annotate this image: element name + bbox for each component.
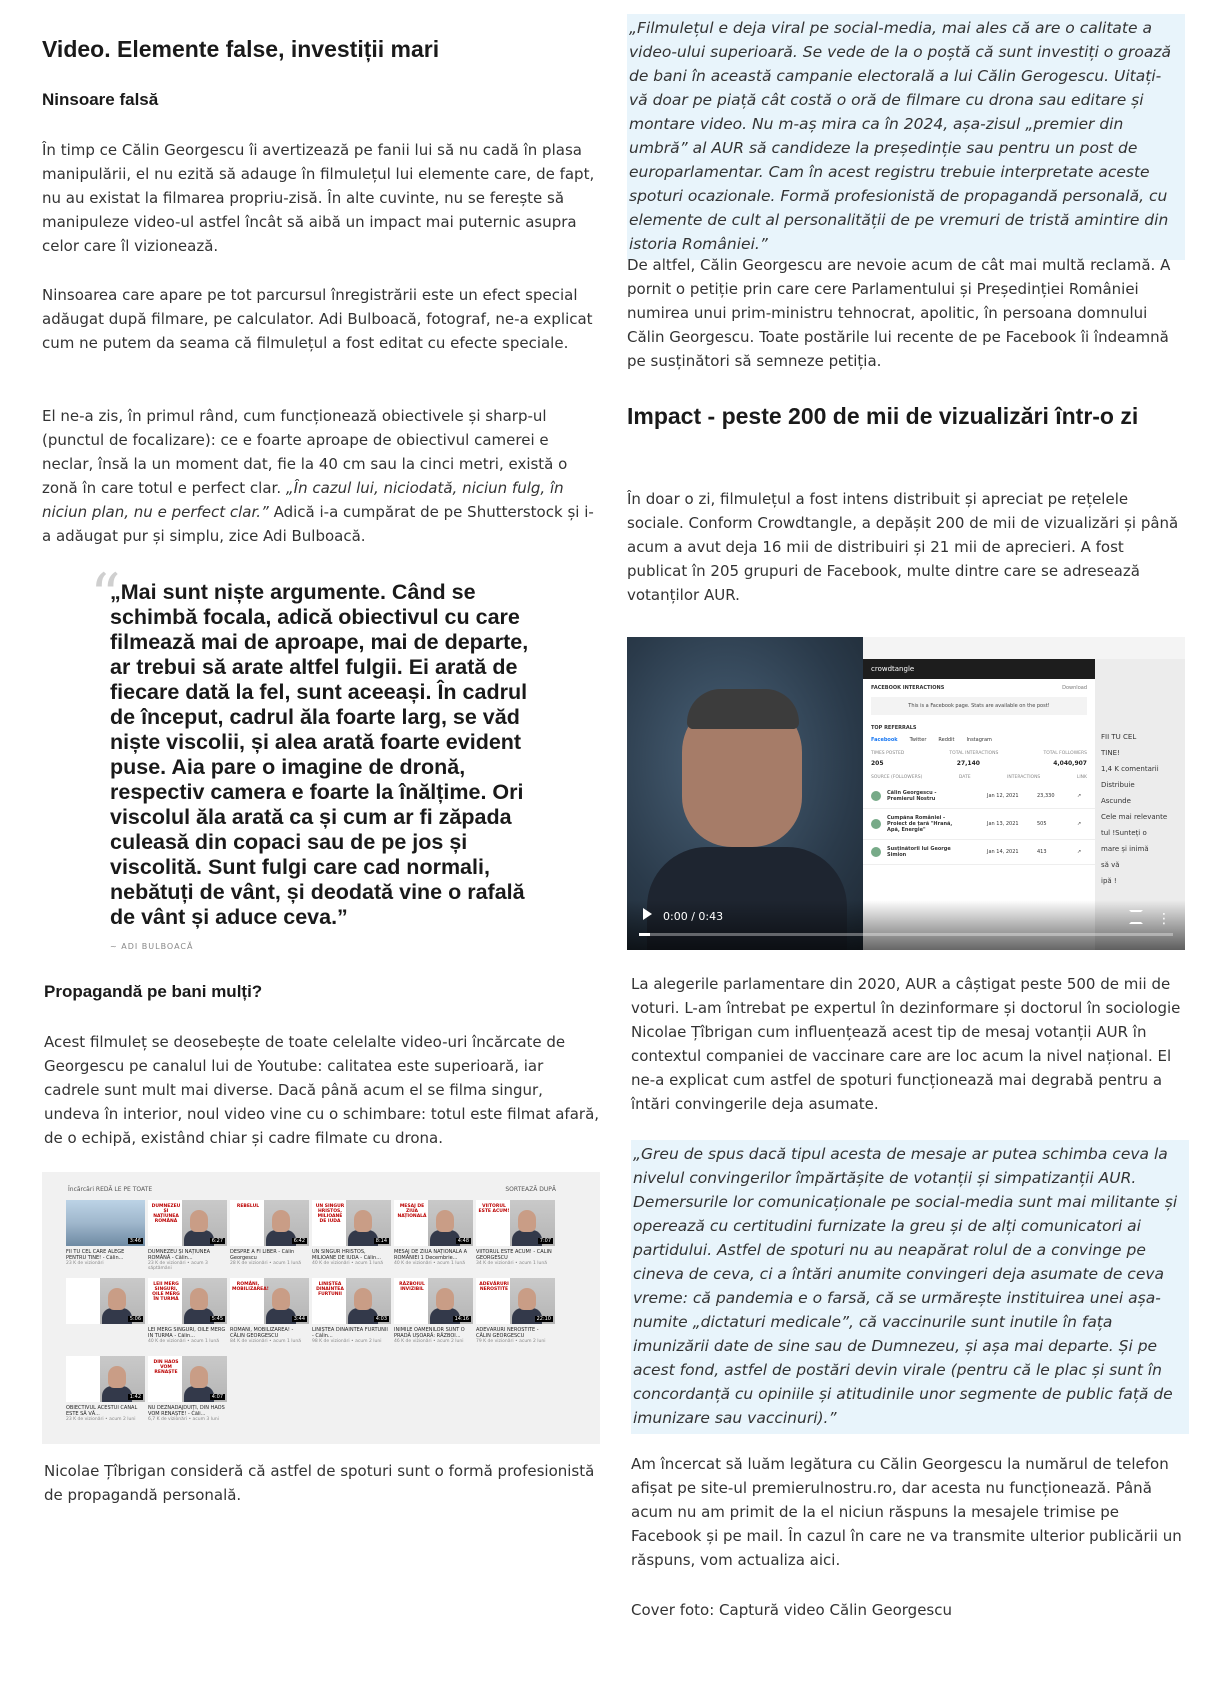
person-face — [354, 1288, 372, 1310]
thumbnail-title: DUMNEZEU ȘI NAȚIUNEA ROMÂNĂ — [151, 1204, 181, 1224]
video-controls — [627, 900, 1185, 950]
video-progress-bar[interactable] — [639, 933, 1173, 936]
inline-quote: „În cazul lui, niciodată, niciun fulg, în niciun plan, nu e perfect clar.” — [42, 479, 564, 521]
thumbnail-title: VIITORUL ESTE ACUM! — [478, 1204, 510, 1214]
page-name: Susținătorii lui George Simion — [887, 846, 951, 858]
person-face — [518, 1288, 536, 1310]
video-tile[interactable] — [394, 1200, 473, 1266]
facebook-side-text — [1095, 659, 1185, 889]
ct-note: This is a Facebook page. Stats are available on the post! — [871, 697, 1087, 715]
video-meta: 40 K de vizionări • acum 1 lună — [148, 1339, 220, 1344]
person-face — [190, 1210, 208, 1232]
ct-tab-twitter: Twitter — [909, 737, 927, 743]
video-meta: 40 K de vizionări • acum 1 lună — [394, 1261, 466, 1266]
browser-toolbar — [863, 637, 1185, 659]
video-time: 0:00 / 0:43 — [663, 910, 724, 923]
paragraph-text: Adică i-a cumpărat de pe Shutterstock și i-a adăugat pur și simplu, zice Adi Bulboacă. — [42, 503, 594, 545]
page-avatar — [871, 791, 881, 801]
video-duration: 14:16 — [454, 1316, 469, 1322]
facebook-side-line: mare și inimă — [1101, 845, 1149, 853]
page-name: Călin Georgescu - Premierul Nostru — [887, 790, 937, 802]
photo-credit: Cover foto: Captură video Călin Georgescu — [631, 1601, 952, 1619]
video-thumbnail[interactable] — [148, 1356, 227, 1402]
facebook-side-line: ipă ! — [1101, 877, 1117, 885]
video-title[interactable]: INIMILE OAMENILOR SUNT O PRADĂ UȘOARĂ: RĂZBOI... — [394, 1327, 465, 1339]
ct-tab-instagram: Instagram — [966, 737, 992, 743]
video-meta: 28 K de vizionări • acum 1 lună — [230, 1261, 302, 1266]
uploads-header — [68, 1186, 556, 1193]
video-title[interactable]: DUMNEZEU ȘI NAȚIUNEA ROMÂNĂ - Călin... — [148, 1249, 211, 1261]
person-face — [190, 1288, 208, 1310]
ct-referral-row — [863, 809, 1095, 840]
thumbnail-title-panel — [230, 1278, 269, 1324]
facebook-side-line: Cele mai relevante — [1101, 813, 1168, 821]
ct-section-label: FACEBOOK INTERACTIONS — [871, 685, 945, 691]
video-thumbnail[interactable] — [394, 1200, 473, 1246]
thumbnail-title-panel — [66, 1356, 100, 1402]
thumbnail-title-panel — [312, 1200, 346, 1246]
video-duration: 1:42 — [129, 1394, 141, 1400]
video-title[interactable]: NU DEZNĂDĂJDUIȚI, DIN HAOS VOM RENAȘTE! - Căli... — [148, 1405, 225, 1417]
video-duration: 4:07 — [211, 1394, 223, 1400]
video-title[interactable]: MESAJ DE ZIUA NAȚIONALĂ A ROMÂNIEI 1 Decembrie... — [394, 1249, 468, 1261]
play-icon[interactable] — [643, 908, 652, 920]
video-meta: 98 K de vizionări • acum 2 luni — [312, 1339, 382, 1344]
video-meta: 23 K de vizionări • acum 3 săptămâni — [148, 1261, 208, 1271]
ct-col-label: SOURCE (FOLLOWERS) — [871, 775, 923, 780]
facebook-side-line: TINE! — [1101, 749, 1120, 757]
blockquote-tibrigan: „Greu de spus dacă tipul acesta de mesaje ar putea schimba ceva la nivelul convingerilor împărtășite de votanții și simpatizanții AUR. Demersurile lor comunicaționale pe social-media sunt mai militante și operează cu certitudini furnizate la greu și de alți comunicatori ai partidului. Astfel de spoturi nu au neapărat rolul de a convinge pe cineva de ceva, ci a întări anumite convingeri deja asumate de ceva vreme: că pandemia e o farsă, că se urmărește instituirea unei așa-numite „dictaturi medicale”, că vaccinurile sunt inutile în fața imunizării date de sine sau de Dumnezeu, și așa mai departe. Și pe acest fond, astfel de postări devin virale (pentru că le plac și sunt în concordanță cu opiniile și atitudinile unor segmente de public față de imunizare sau vaccinuri).” — [631, 1140, 1189, 1434]
facebook-side-line: Distribuie — [1101, 781, 1135, 789]
person-face — [518, 1210, 536, 1232]
interaction-count: 505 — [1037, 821, 1047, 827]
ct-section-title — [863, 679, 1095, 693]
ct-total-interactions: 27,140 — [956, 760, 980, 767]
video-progress-fill — [639, 933, 650, 936]
thumbnail-title-panel — [312, 1278, 346, 1324]
paragraph: Am încercat să luăm legătura cu Călin Georgescu la numărul de telefon afișat pe site-ul premierulnostru.ro, dar acesta nu funcționează. Până acum nu am primit de la el niciun răspuns la mesajele trimise pe Facebook și pe mail. În cazul în care ne va transmite ulterior publicării un răspuns, vom actualiza aici. — [631, 1455, 1182, 1569]
person-face — [108, 1366, 126, 1388]
ct-total-followers: 4,040,907 — [1053, 760, 1087, 767]
thumbnail-title: LINIȘTEA DINAINTEA FURTUNII — [316, 1282, 344, 1297]
person-face — [436, 1210, 454, 1232]
video-tile[interactable] — [230, 1278, 309, 1344]
thumbnail-title-panel — [148, 1278, 182, 1324]
video-duration: 5:45 — [211, 1316, 223, 1322]
section-heading-video: Video. Elemente false, investiții mari — [42, 36, 440, 62]
facebook-side-line: tul !Sunteți o — [1101, 829, 1147, 837]
thumbnail-title-panel — [230, 1200, 264, 1246]
page-avatar — [871, 847, 881, 857]
ct-referral-row — [863, 784, 1095, 809]
thumbnail-title: LEII MERG SINGURI, OILE MERG ÎN TURMĂ — [152, 1282, 180, 1302]
video-duration: 4:48 — [457, 1238, 469, 1244]
video-tile[interactable] — [148, 1356, 227, 1422]
video-tile[interactable] — [66, 1278, 145, 1339]
thumbnail-title-panel — [476, 1200, 510, 1246]
post-date: Jan 13, 2021 — [987, 821, 1019, 827]
video-meta: 40 K de vizionări • acum 1 lună — [312, 1261, 384, 1266]
video-title[interactable] — [66, 1327, 145, 1339]
video-tile[interactable] — [312, 1278, 391, 1344]
paragraph — [42, 404, 598, 548]
video-meta: 34 K de vizionări • acum 1 lună — [476, 1261, 548, 1266]
ct-times-posted: 205 — [871, 760, 884, 767]
video-duration: 6:42 — [293, 1238, 305, 1244]
person-face — [272, 1288, 290, 1310]
sort-label: SORTEAZĂ DUPĂ — [505, 1186, 556, 1193]
ct-referral-row — [863, 840, 1095, 865]
person-face — [108, 1288, 126, 1310]
ct-stat-label: TOTAL INTERACTIONS — [949, 751, 999, 756]
section-heading-impact: Impact - peste 200 de mii de vizualizări într-o zi — [627, 403, 1139, 429]
post-date: Jan 12, 2021 — [987, 793, 1019, 799]
video-title[interactable]: FII TU CEL CARE ALEGE PENTRU TINE! - Călin... — [66, 1249, 125, 1261]
thumbnail-title-panel — [66, 1278, 100, 1324]
ct-stats — [863, 756, 1095, 771]
video-thumbnail[interactable] — [66, 1200, 145, 1246]
thumbnail-title-panel — [148, 1356, 182, 1402]
uploads-label: Încărcări REDĂ LE PE TOATE — [68, 1186, 153, 1193]
pull-quote-text: „Mai sunt niște argumente. Când se schimbă focala, adică obiectivul cu care filmează mai de aproape, mai de departe, ar trebui să arate altfel fulgii. Ei arată de fiecare dată la fel, sunt aceeași. În cadrul de început, cadrul ăla foarte larg, se văd niște viscolii, și alea arată foarte evident puse. Aia pare o imagine de dronă, respectiv camera e foarte la înălțime. Ori viscolul ăla arată ca și cum ar fi zăpada culeasă din copaci sau de pe jos și viscolită. Sunt fulgi care cad normali, nebătuți de vânt, și deodată vine o rafală de vânt și aduce ceva.” — [110, 580, 529, 929]
video-thumbnail[interactable] — [230, 1278, 309, 1324]
blockquote-expert: „Filmulețul e deja viral pe social-media, mai ales că are o calitate a video-ului superioară. Se vede de la o poștă că sunt investiți o groază de bani în această campanie electorală a lui Călin Gerogescu. Uitați-vă doar pe piață cât costă o oră de filmare cu drona sau editare și montare video. Nu m-aș mira ca în 2024, așa-zisul „premier din umbră” al AUR să candideze la președinție sau pentru un post de europarlamentar. Cam în acest registru trebuie interpretate aceste spoturi ocazionale. Formă profesionistă de propagandă personală, cu elemente de cult al personalității de pe vremuri de tristă amintire din istoria României.” — [627, 14, 1185, 260]
thumbnail-title: RĂZBOIUL INVIZIBIL — [399, 1282, 425, 1292]
thumbnail-title: DIN HAOS VOM RENAȘTE — [153, 1360, 179, 1375]
ct-col-label: LINK — [1076, 775, 1087, 780]
pull-quote-citation: ~ ADI BULBOACĂ — [110, 942, 194, 951]
video-meta: 79 K de vizionări • acum 2 luni — [476, 1339, 546, 1344]
person-face — [272, 1210, 290, 1232]
video-title[interactable]: DESPRE A FI LIBER - Călin Georgescu — [230, 1249, 295, 1261]
video-duration: 8:14 — [375, 1238, 387, 1244]
ct-stat-label: TOTAL FOLLOWERS — [1043, 751, 1087, 756]
video-meta: 23 K de vizionări — [66, 1261, 104, 1266]
page-name: Cumpăna României - Proiect de țară "Hrană, Apă, Energie" — [887, 815, 953, 833]
video-thumbnail[interactable] — [66, 1356, 145, 1402]
facebook-side-line: FII TU CEL — [1101, 733, 1137, 741]
paragraph: În doar o zi, filmulețul a fost intens distribuit și apreciat pe rețelele sociale. Conform Crowdtangle, a depășit 200 de mii de vizualizări și până acum a avut deja 16 mii de distribuiri și 21 mii de aprecieri. A fost publicat în 205 grupuri de Facebook, multe dintre care se adresează votanților AUR. — [627, 490, 1179, 604]
thumbnail-title: UN SINGUR HRISTOS, MILIOANE DE IUDA — [315, 1204, 345, 1224]
external-link-icon[interactable]: ↗ — [1077, 849, 1082, 855]
external-link-icon[interactable]: ↗ — [1077, 821, 1082, 827]
video-title[interactable]: LINIȘTEA DINAINTEA FURTUNII - Călin... — [312, 1327, 388, 1339]
fullscreen-icon[interactable] — [1129, 910, 1143, 924]
person-face — [190, 1366, 208, 1388]
ct-tabs — [863, 733, 1095, 747]
thumbnail-title-panel — [148, 1200, 182, 1246]
youtube-uploads-screenshot — [42, 1172, 600, 1444]
video-duration: 6:27 — [211, 1238, 223, 1244]
video-title[interactable]: ADEVĂRURI NEROSTITE - CĂLIN GEORGESCU — [476, 1327, 539, 1339]
video-thumbnail[interactable] — [394, 1278, 473, 1324]
facebook-side-line: să vă — [1101, 861, 1120, 869]
ct-stat-label: TIMES POSTED — [871, 751, 905, 756]
video-thumbnail[interactable] — [312, 1200, 391, 1246]
video-duration: 3:44 — [293, 1316, 305, 1322]
video-duration: 22:10 — [536, 1316, 551, 1322]
ct-stat-labels — [863, 747, 1095, 756]
video-thumbnail[interactable] — [148, 1278, 227, 1324]
external-link-icon[interactable]: ↗ — [1077, 793, 1082, 799]
crowdtangle-logo: crowdtangle — [863, 659, 1095, 679]
ct-rows — [863, 784, 1095, 865]
video-person-hair — [687, 689, 799, 729]
video-player[interactable] — [627, 637, 1185, 950]
video-meta: 23 K de vizionări • acum 2 luni — [66, 1417, 136, 1422]
video-title[interactable]: LEI MERG SINGURI, OILE MERG IN TURMA - Călin... — [148, 1327, 226, 1339]
ct-table-header — [863, 771, 1095, 784]
paragraph: De altfel, Călin Georgescu are nevoie acum de cât mai multă reclamă. A pornit o petiție prin care cere Parlamentului și Președinției României numirea unui prim-ministru tehnocrat, apolitic, în persoana domnului Călin Georgescu. Toate postările lui recente de pe Facebook îi îndeamnă pe susținători să semneze petiția. — [627, 256, 1171, 370]
video-duration: 7:07 — [539, 1238, 551, 1244]
video-duration: 4:03 — [375, 1316, 387, 1322]
thumbnail-title-panel — [394, 1278, 428, 1324]
video-thumbnail[interactable] — [312, 1278, 391, 1324]
video-thumbnail[interactable] — [230, 1200, 309, 1246]
person-face — [436, 1288, 454, 1310]
post-date: Jan 14, 2021 — [987, 849, 1019, 855]
thumbnail-title-panel — [476, 1278, 510, 1324]
more-options-icon[interactable]: ⋮ — [1157, 911, 1171, 927]
page-avatar — [871, 819, 881, 829]
paragraph: Acest filmuleț se deosebește de toate celelalte video-uri încărcate de Georgescu pe canalul lui de Youtube: calitatea este superioară, iar cadrele sunt mult mai diverse. Dacă până acum el se filma singur, undeva în interior, noul video vine cu o schimbare: totul este filmat afară, de o echipă, existând chiar și cadre filmate cu drona. — [44, 1033, 600, 1147]
video-tile[interactable] — [66, 1200, 145, 1266]
paragraph: La alegerile parlamentare din 2020, AUR a câștigat peste 500 de mii de voturi. L-am întrebat pe expertul în dezinformare și doctorul în sociologie Nicolae Țîbrigan cum influențează acest tip de mesaj votanții AUR în contextul companiei de vaccinare care are loc acum la nivel național. El ne-a explicat cum astfel de spoturi funcționează mai degrabă pentru a întări convingerile deja asumate. — [631, 975, 1181, 1113]
video-title[interactable]: OBIECTIVUL ACESTUI CANAL ESTE SĂ VĂ... — [66, 1405, 138, 1417]
ct-col-label: INTERACTIONS — [1007, 775, 1041, 780]
video-title[interactable]: ROMANI, MOBILIZAREA! - CĂLIN GEORGESCU — [230, 1327, 294, 1339]
video-tile[interactable] — [312, 1200, 391, 1266]
paragraph: Ninsoarea care apare pe tot parcursul înregistrării este un efect special adăugat după filmare, pe calculator. Adi Bulboacă, fotograf, ne-a explicat cum ne putem da seama că filmulețul a fost editat cu efecte speciale. — [42, 286, 593, 352]
video-thumbnail[interactable] — [66, 1278, 145, 1324]
interaction-count: 413 — [1037, 849, 1047, 855]
thumbnail-title: MESAJ DE ZIUA NAȚIONALĂ — [397, 1204, 427, 1219]
video-tile[interactable] — [148, 1278, 227, 1344]
image-caption: Nicolae Țîbrigan consideră că astfel de spoturi sunt o formă profesionistă de propagandă personală. — [44, 1462, 595, 1504]
video-tile[interactable] — [476, 1278, 555, 1344]
subheading-propaganda: Propagandă pe bani mulți? — [44, 982, 263, 1001]
video-tile[interactable] — [394, 1278, 473, 1344]
video-meta: 84 K de vizionări • acum 1 lună — [230, 1339, 302, 1344]
video-tile[interactable] — [230, 1200, 309, 1266]
ct-download-link: Download — [1062, 685, 1087, 691]
pull-quote — [90, 561, 550, 951]
thumbnail-title: ADEVĂRURI NEROSTITE — [479, 1282, 509, 1292]
video-duration: 3:46 — [129, 1238, 141, 1244]
subheading-ninsoare: Ninsoare falsă — [42, 90, 159, 109]
video-duration: 5:06 — [129, 1316, 141, 1322]
video-thumbnail[interactable] — [476, 1200, 555, 1246]
video-tile[interactable] — [476, 1200, 555, 1266]
paragraph: În timp ce Călin Georgescu îi avertizează pe fanii lui să nu cadă în plasa manipulării, el nu ezită să adauge în filmulețul lui elemente care, de fapt, nu au existat la filmarea propriu-zisă. În alte cuvinte, nu se ferește să manipuleze video-ul astfel încât să aibă un impact mai puternic asupra celor care îl vizionează. — [42, 141, 595, 255]
video-thumbnail[interactable] — [476, 1278, 555, 1324]
thumbnail-title-panel — [394, 1200, 428, 1246]
video-meta: 46 K de vizionări • acum 2 luni — [394, 1339, 464, 1344]
facebook-side-line: Ascunde — [1101, 797, 1131, 805]
video-title[interactable]: VIITORUL ESTE ACUM! - CĂLIN GEORGESCU — [476, 1249, 552, 1261]
interaction-count: 23,330 — [1037, 793, 1055, 799]
facebook-side-line: 1,4 K comentarii — [1101, 765, 1159, 773]
quote-mark-icon: “ — [90, 561, 121, 631]
video-tile[interactable] — [66, 1356, 145, 1422]
ct-referrals-title: TOP REFERRALS — [871, 725, 917, 731]
person-face — [354, 1210, 372, 1232]
video-thumbnail[interactable] — [148, 1200, 227, 1246]
ct-tab-reddit: Reddit — [938, 737, 955, 743]
video-title[interactable]: UN SINGUR HRISTOS, MILIOANE DE IUDA - Călin... — [312, 1249, 381, 1261]
ct-col-label: DATE — [958, 775, 971, 780]
ct-tab-facebook: Facebook — [871, 737, 898, 743]
thumbnail-title: REBELUL — [236, 1204, 260, 1209]
video-meta: 6,7 K de vizionări • acum 3 luni — [148, 1417, 219, 1422]
paragraph-text: El ne-a zis, în primul rând, cum funcționează obiectivele și sharp-ul (punctul de focalizare): ce e foarte aproape de obiectivul camerei e neclar, însă la un moment dat, fie la 40 cm sau la cinci metri, există o zonă în care totul e perfect clar. — [42, 407, 568, 497]
thumbnail-title: ROMÂNI, MOBILIZAREA! — [232, 1282, 269, 1292]
video-tile[interactable] — [148, 1200, 227, 1271]
